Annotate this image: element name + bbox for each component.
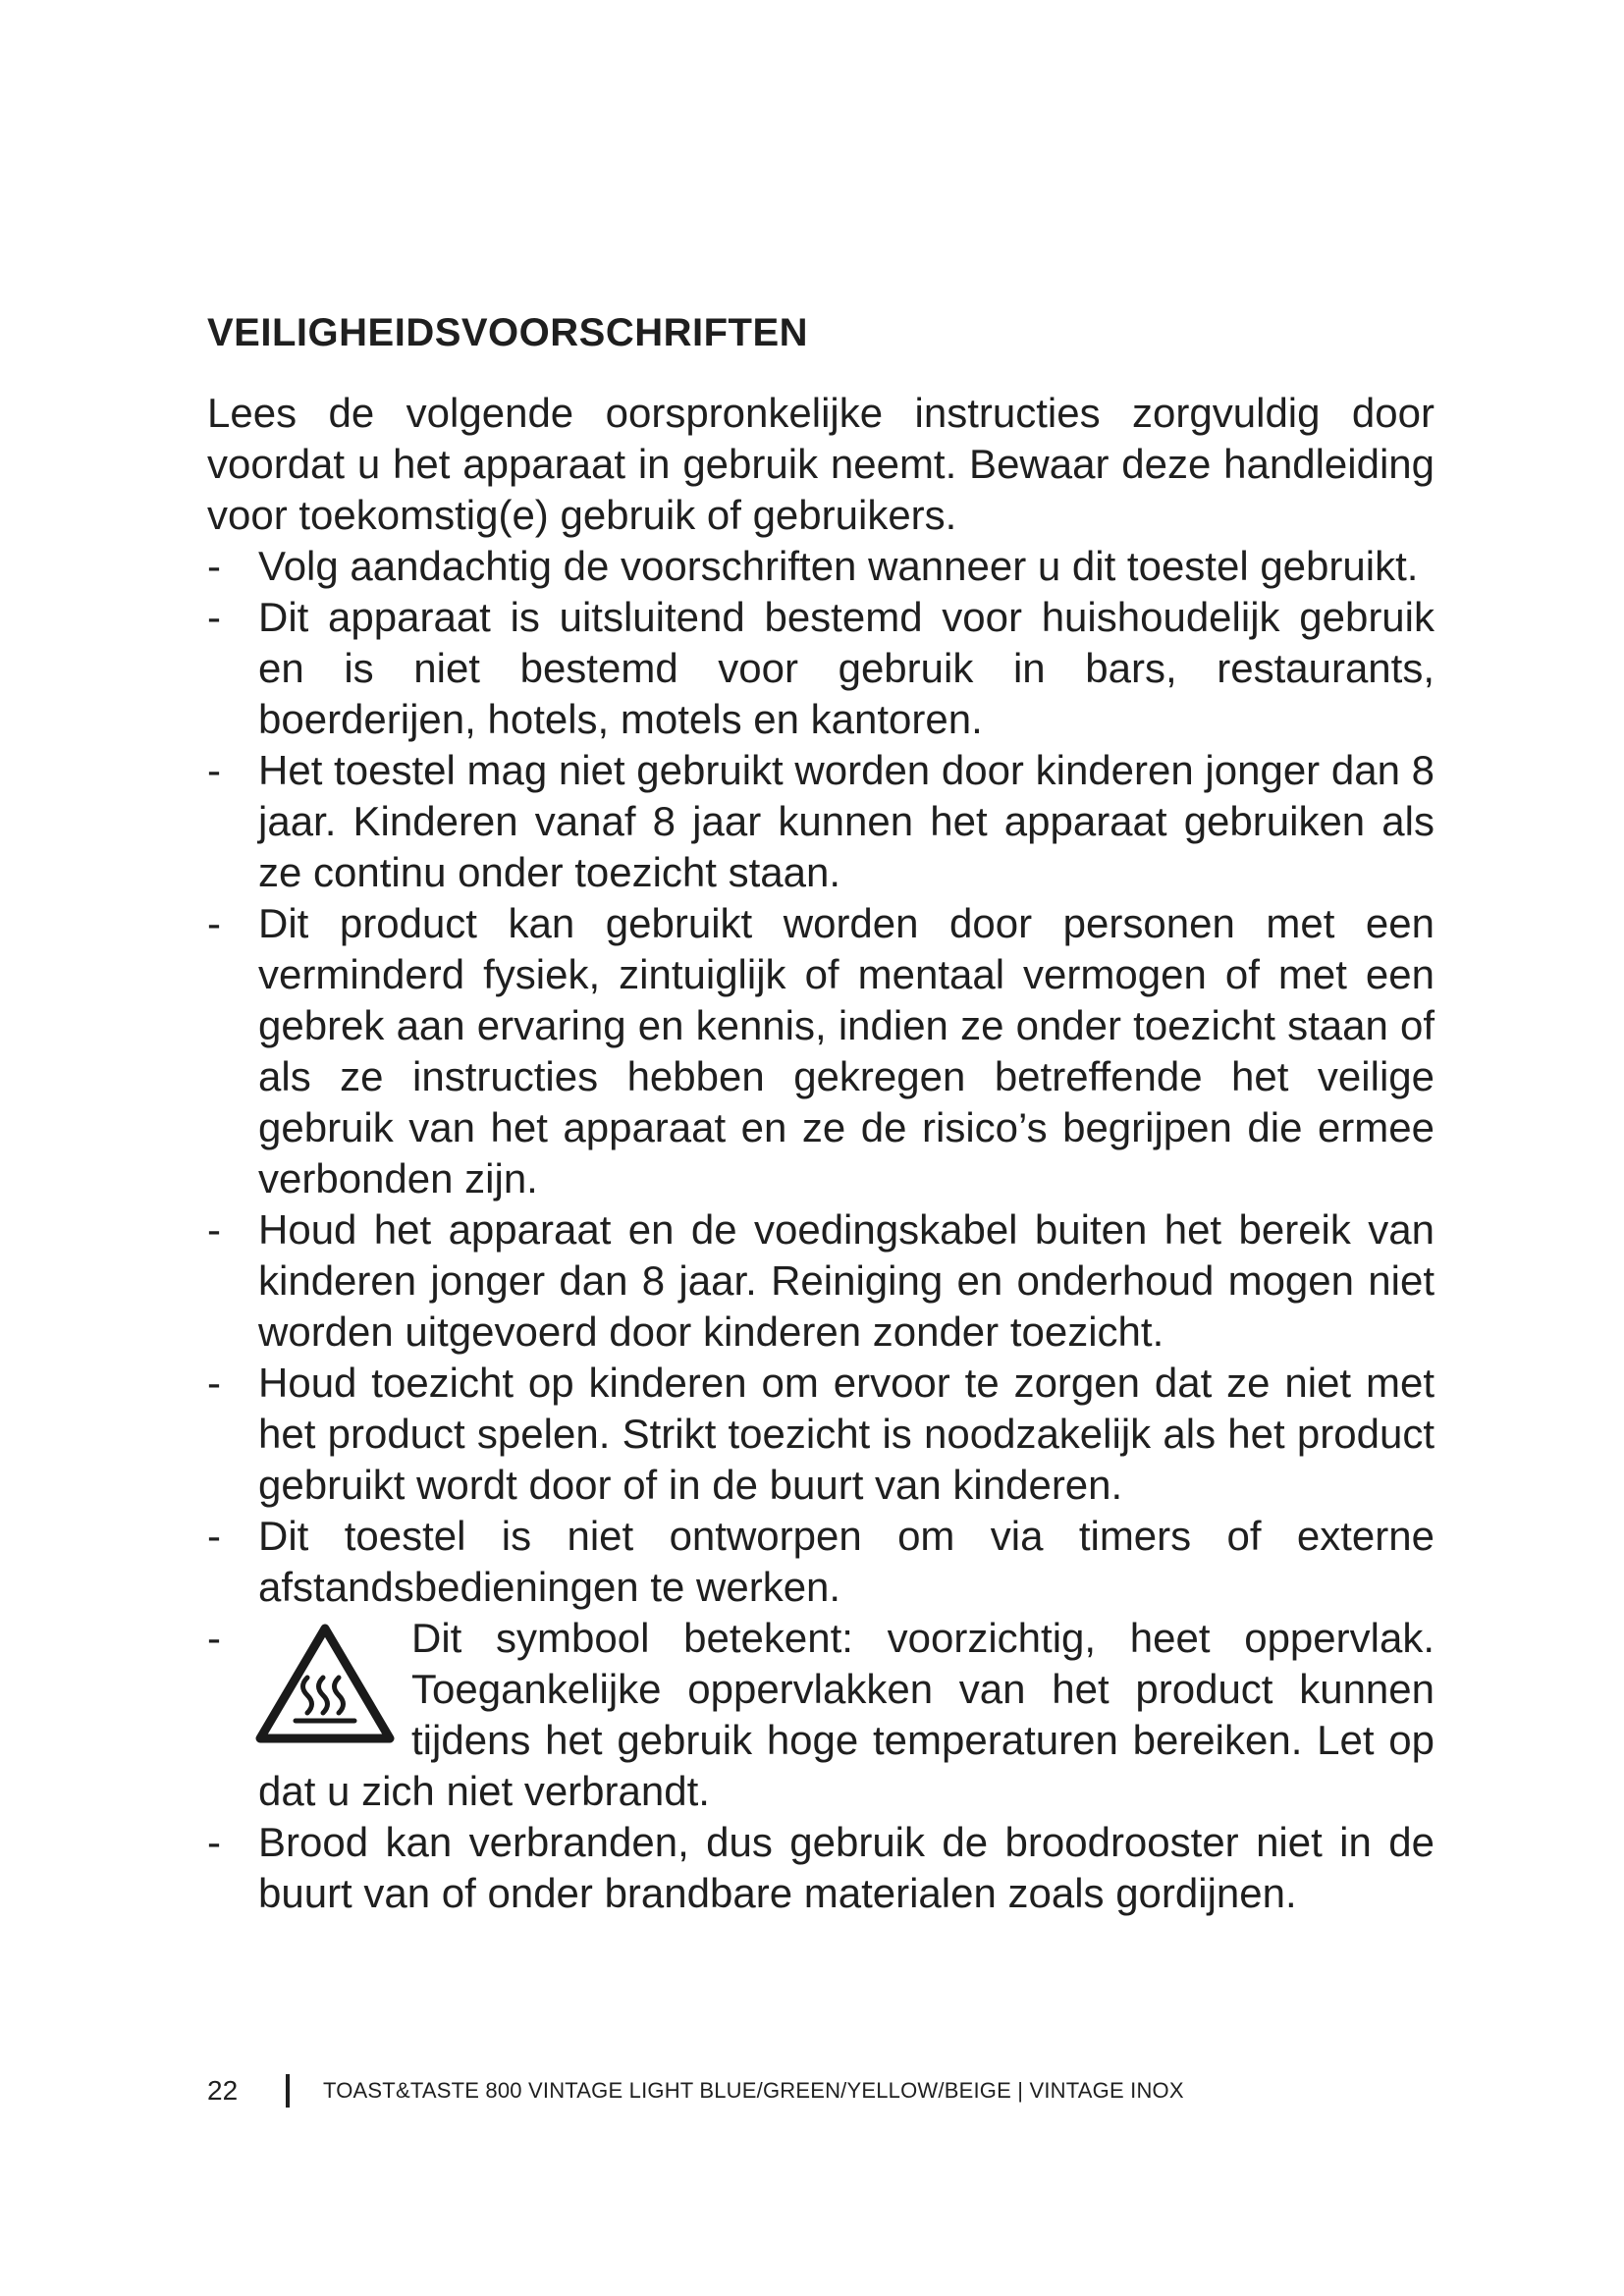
page-number: 22 [207, 2075, 239, 2106]
rule-text: Dit product kan gebruikt worden door personen met een verminderd fysiek, zintuiglijk of mentaal vermogen of met een gebrek aan ervaring en kennis, indien ze onder toezicht staan of als ze instructies hebben gekregen betreffende het veilige gebruik van het apparaat en ze de risico’s begrijpen die ermee verbonden zijn. [258, 900, 1435, 1201]
rule-text: Brood kan verbranden, dus gebruik de broodrooster niet in de buurt van of onder brandbare materialen zoals gordijnen. [258, 1819, 1435, 1916]
list-item [207, 541, 1435, 592]
safety-rules-list [207, 541, 1435, 1919]
list-item [207, 1204, 1435, 1358]
rule-text: Dit symbool betekent: voorzichtig, heet oppervlak. Toegankelijke oppervlakken van het product kunnen tijdens het gebruik hoge temperaturen bereiken. Let op dat u zich niet verbrandt. [258, 1615, 1435, 1814]
page-title: VEILIGHEIDSVOORSCHRIFTEN [207, 310, 809, 354]
rule-text: Dit apparaat is uitsluitend bestemd voor huishoudelijk gebruik en is niet bestemd voor gebruik in bars, restaurants, boerderijen, hotels, motels en kantoren. [258, 594, 1435, 742]
bullet-dash: - [207, 594, 221, 640]
list-item [207, 592, 1435, 745]
list-item [207, 1358, 1435, 1511]
rule-text: Houd het apparaat en de voedingskabel buiten het bereik van kinderen jonger dan 8 jaar. Reiniging en onderhoud mogen niet worden uitgevoerd door kinderen zonder toezicht. [258, 1206, 1435, 1355]
safety-content [207, 388, 1435, 1919]
list-item [207, 745, 1435, 898]
bullet-dash: - [207, 1360, 221, 1406]
product-name: TOAST&TASTE 800 VINTAGE LIGHT BLUE/GREEN/YELLOW/BEIGE | VINTAGE INOX [323, 2078, 1184, 2103]
list-item [207, 898, 1435, 1204]
bullet-dash: - [207, 1206, 221, 1253]
bullet-dash: - [207, 1513, 221, 1559]
rule-text: Houd toezicht op kinderen om ervoor te zorgen dat ze niet met het product spelen. Strikt toezicht is noodzakelijk als het product gebruikt wordt door of in de buurt van kinderen. [258, 1360, 1435, 1508]
hot-surface-warning-icon [252, 1621, 398, 1746]
list-item [207, 1817, 1435, 1919]
intro-paragraph: Lees de volgende oorspronkelijke instructies zorgvuldig door voordat u het apparaat in gebruik neemt. Bewaar deze handleiding voor toekomstig(e) gebruik of gebruikers. [207, 390, 1435, 538]
bullet-dash: - [207, 1615, 221, 1661]
rule-text: Dit toestel is niet ontworpen om via timers of externe afstandsbedieningen te werken. [258, 1513, 1435, 1610]
bullet-dash: - [207, 900, 221, 946]
rule-text: Volg aandachtig de voorschriften wanneer u dit toestel gebruikt. [258, 543, 1419, 589]
bullet-dash: - [207, 747, 221, 793]
list-item [207, 1511, 1435, 1613]
footer-divider [286, 2074, 290, 2108]
page-footer [207, 2071, 1184, 2110]
rule-text: Het toestel mag niet gebruikt worden door kinderen jonger dan 8 jaar. Kinderen vanaf 8 jaar kunnen het apparaat gebruiken als ze continu onder toezicht staan. [258, 747, 1435, 895]
bullet-dash: - [207, 543, 221, 589]
bullet-dash: - [207, 1819, 221, 1865]
list-item-hot-surface [207, 1613, 1435, 1817]
